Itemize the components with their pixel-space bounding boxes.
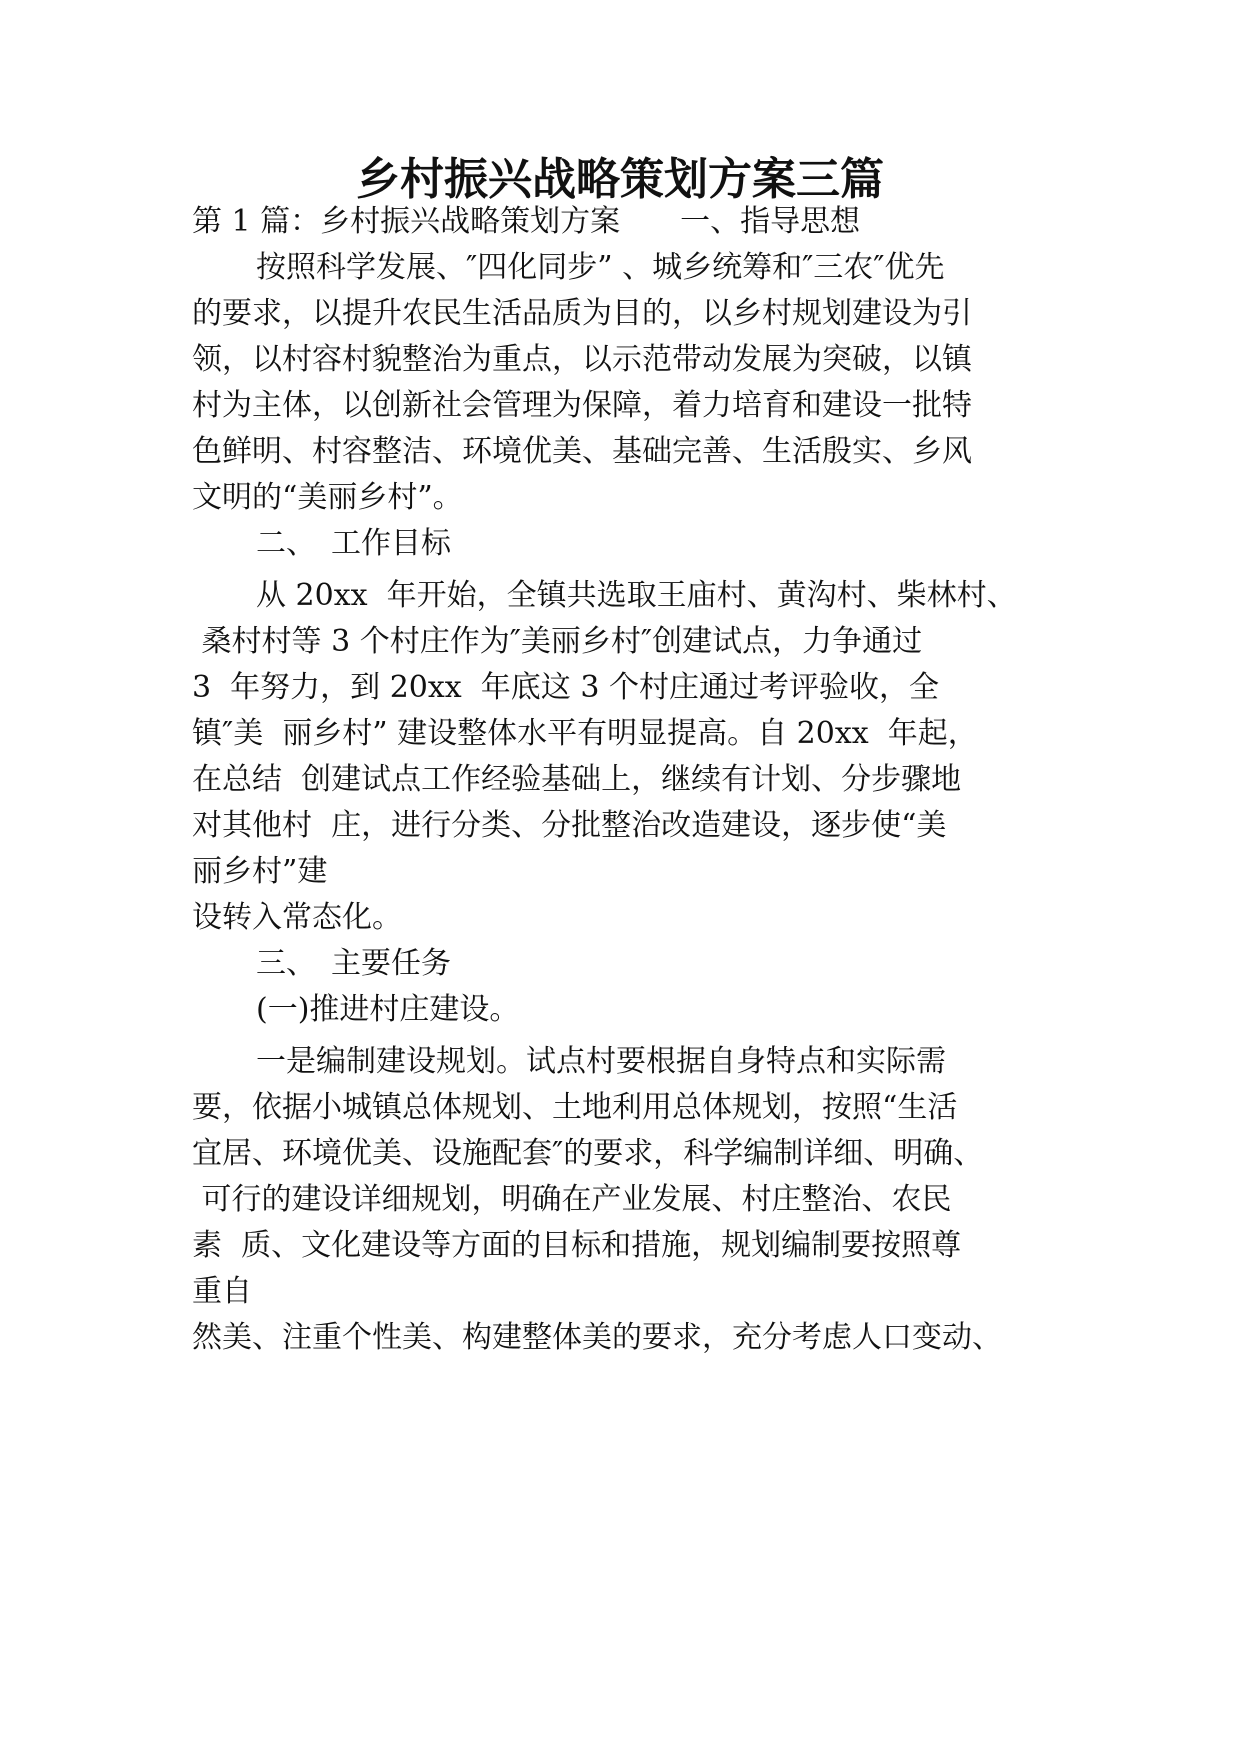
paragraph-line: 对其他村 庄，进行分类、分批整治改造建设，逐步使“美 (192, 808, 947, 843)
paragraph-line: 可行的建设详细规划，明确在产业发展、村庄整治、农民 (192, 1182, 952, 1217)
paragraph-line: 镇″美 丽乡村” 建设整体水平有明显提高。自 20xx 年起， (192, 716, 978, 751)
paragraph-line: 3 年努力，到 20xx 年底这 3 个村庄通过考评验收，全 (192, 670, 939, 705)
paragraph-line: 桑村村等 3 个村庄作为″美丽乡村″创建试点，力争通过 (192, 624, 923, 659)
section-heading-work-goals: 二、 工作目标 (256, 526, 451, 561)
document-title: 乡村振兴战略策划方案三篇 (356, 154, 884, 205)
subsection-heading: (一)推进村庄建设。 (256, 992, 520, 1027)
section-heading-main-tasks: 三、 主要任务 (256, 946, 451, 981)
paragraph-line: 宜居、环境优美、设施配套″的要求，科学编制详细、明确、 (192, 1136, 984, 1171)
paragraph-line: 要，依据小城镇总体规划、土地利用总体规划，按照“生活 (192, 1090, 958, 1125)
paragraph-line: 设转入常态化。 (192, 900, 402, 935)
paragraph-line: 一是编制建设规划。试点村要根据自身特点和实际需 (256, 1044, 946, 1079)
paragraph-line: 然美、注重个性美、构建整体美的要求，充分考虑人口变动、 (192, 1320, 1002, 1355)
paragraph-line: 文明的“美丽乡村”。 (192, 480, 463, 515)
paragraph-line: 色鲜明、村容整洁、环境优美、基础完善、生活殷实、乡风 (192, 434, 972, 469)
paragraph-line: 的要求，以提升农民生活品质为目的，以乡村规划建设为引 (192, 296, 972, 331)
paragraph-line: 素 质、文化建设等方面的目标和措施，规划编制要按照尊 (192, 1228, 962, 1263)
paragraph-line: 村为主体，以创新社会管理为保障，着力培育和建设一批特 (192, 388, 972, 423)
paragraph-line: 领，以村容村貌整治为重点，以示范带动发展为突破，以镇 (192, 342, 972, 377)
line-section-1-heading: 第 1 篇：乡村振兴战略策划方案 一、指导思想 (192, 204, 861, 239)
paragraph-line: 丽乡村”建 (192, 854, 328, 889)
paragraph-line: 从 20xx 年开始，全镇共选取王庙村、黄沟村、柴林村、 (256, 578, 1017, 613)
paragraph-line: 在总结 创建试点工作经验基础上，继续有计划、分步骤地 (192, 762, 962, 797)
paragraph-line: 重自 (192, 1274, 252, 1309)
paragraph-line: 按照科学发展、″四化同步” 、城乡统筹和″三农″优先 (256, 250, 945, 285)
